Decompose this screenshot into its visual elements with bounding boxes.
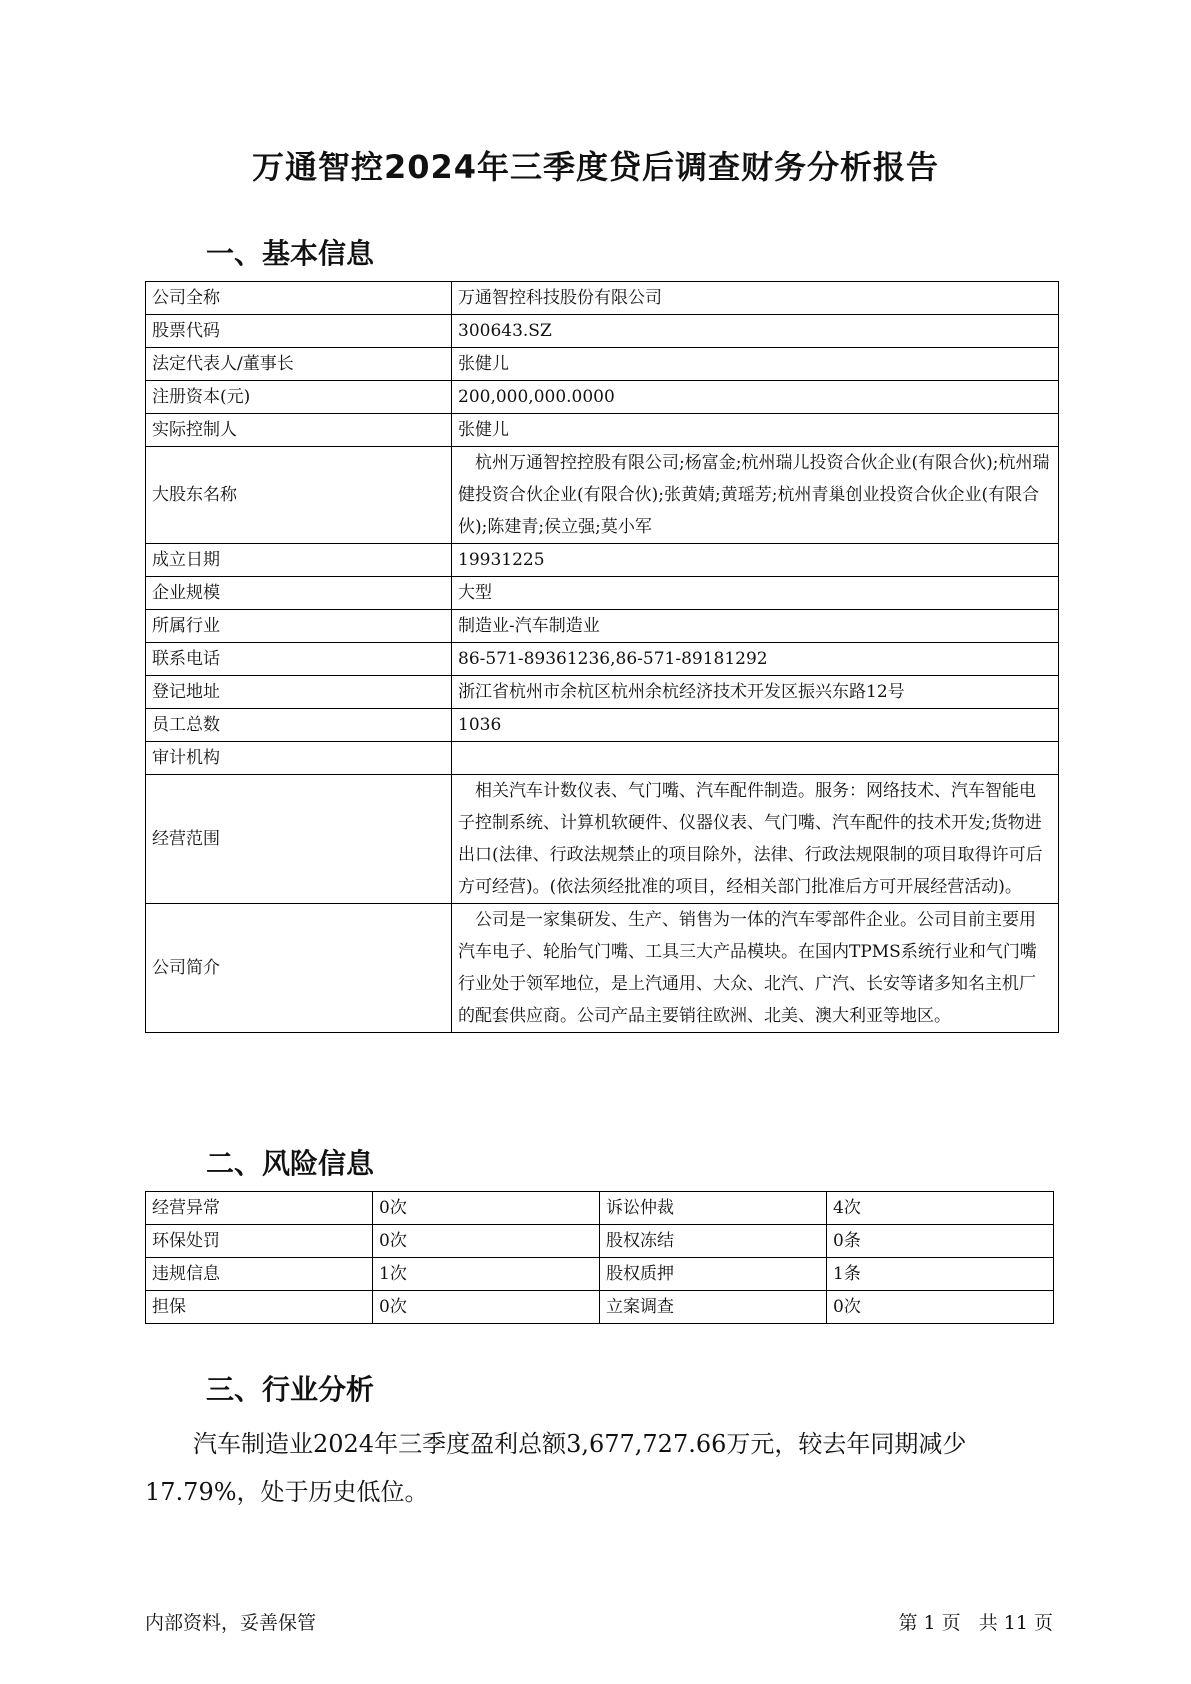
table-row [146,742,1059,775]
risk-info-table [145,1191,1054,1324]
risk-value: 1条 [827,1258,1054,1291]
risk-label: 立案调查 [600,1291,827,1324]
row-value: 张健儿 [452,348,1059,381]
table-row [146,676,1059,709]
report-title: 万通智控2024年三季度贷后调查财务分析报告 [251,148,940,186]
table-row [146,544,1059,577]
table-row [146,315,1059,348]
row-value: 浙江省杭州市余杭区杭州余杭经济技术开发区振兴东路12号 [452,676,1059,709]
table-row [146,1291,1054,1324]
risk-label: 股权冻结 [600,1225,827,1258]
row-label: 所属行业 [146,610,452,643]
table-row [146,1192,1054,1225]
row-label: 审计机构 [146,742,452,775]
risk-label: 担保 [146,1291,373,1324]
table-row [146,348,1059,381]
risk-value: 0次 [373,1225,600,1258]
table-row [146,1225,1054,1258]
section-heading-industry-analysis: 三、行业分析 [206,1373,375,1406]
row-value: 万通智控科技股份有限公司 [452,282,1059,315]
row-value: 公司是一家集研发、生产、销售为一体的汽车零部件企业。公司目前主要用汽车电子、轮胎气门嘴、工具三大产品模块。在国内TPMS系统行业和气门嘴行业处于领军地位，是上汽通用、大众、北汽、广汽、长安等诸多知名主机厂的配套供应商。公司产品主要销往欧洲、北美、澳大利亚等地区。 [452,904,1059,1033]
row-value: 200,000,000.0000 [452,381,1059,414]
row-value: 86-571-89361236,86-571-89181292 [452,643,1059,676]
risk-value: 0条 [827,1225,1054,1258]
section-heading-risk-info: 二、风险信息 [206,1147,375,1180]
table-row [146,643,1059,676]
risk-value: 1次 [373,1258,600,1291]
table-row [146,904,1059,1033]
section-heading-basic-info: 一、基本信息 [206,237,375,270]
row-label: 大股东名称 [146,447,452,544]
row-label: 注册资本(元) [146,381,452,414]
row-label: 法定代表人/董事长 [146,348,452,381]
table-row [146,775,1059,904]
risk-label: 诉讼仲裁 [600,1192,827,1225]
table-row [146,577,1059,610]
footer-confidential-note: 内部资料，妥善保管 [145,1612,317,1634]
row-label: 公司全称 [146,282,452,315]
risk-value: 0次 [827,1291,1054,1324]
row-label: 经营范围 [146,775,452,904]
row-label: 联系电话 [146,643,452,676]
risk-value: 0次 [373,1192,600,1225]
table-row [146,414,1059,447]
row-label: 成立日期 [146,544,452,577]
table-row [146,1258,1054,1291]
row-label: 企业规模 [146,577,452,610]
row-value: 大型 [452,577,1059,610]
row-value: 1036 [452,709,1059,742]
table-row [146,447,1059,544]
row-value: 19931225 [452,544,1059,577]
row-value: 相关汽车计数仪表、气门嘴、汽车配件制造。服务：网络技术、汽车智能电子控制系统、计算机软硬件、仪器仪表、气门嘴、汽车配件的技术开发;货物进出口(法律、行政法规禁止的项目除外，法律、行政法规限制的项目取得许可后方可经营)。(依法须经批准的项目，经相关部门批准后方可开展经营活动)。 [452,775,1059,904]
basic-info-table [145,281,1059,1033]
risk-label: 环保处罚 [146,1225,373,1258]
row-label: 实际控制人 [146,414,452,447]
risk-label: 股权质押 [600,1258,827,1291]
table-row [146,381,1059,414]
risk-label: 经营异常 [146,1192,373,1225]
table-row [146,610,1059,643]
table-row [146,282,1059,315]
row-value: 张健儿 [452,414,1059,447]
row-label: 员工总数 [146,709,452,742]
risk-value: 4次 [827,1192,1054,1225]
row-label: 股票代码 [146,315,452,348]
row-label: 登记地址 [146,676,452,709]
risk-label: 违规信息 [146,1258,373,1291]
row-value: 300643.SZ [452,315,1059,348]
row-value [452,742,1059,775]
row-value: 制造业-汽车制造业 [452,610,1059,643]
industry-analysis-paragraph: 汽车制造业2024年三季度盈利总额3,677,727.66万元，较去年同期减少17.79%，处于历史低位。 [145,1430,967,1506]
row-value: 杭州万通智控控股有限公司;杨富金;杭州瑞儿投资合伙企业(有限合伙);杭州瑞健投资合伙企业(有限合伙);张黄婧;黄瑶芳;杭州青巢创业投资合伙企业(有限合伙);陈建青;侯立强;莫小军 [452,447,1059,544]
footer-page-number: 第 1 页 共 11 页 [898,1612,1053,1634]
risk-value: 0次 [373,1291,600,1324]
row-label: 公司简介 [146,904,452,1033]
table-row [146,709,1059,742]
